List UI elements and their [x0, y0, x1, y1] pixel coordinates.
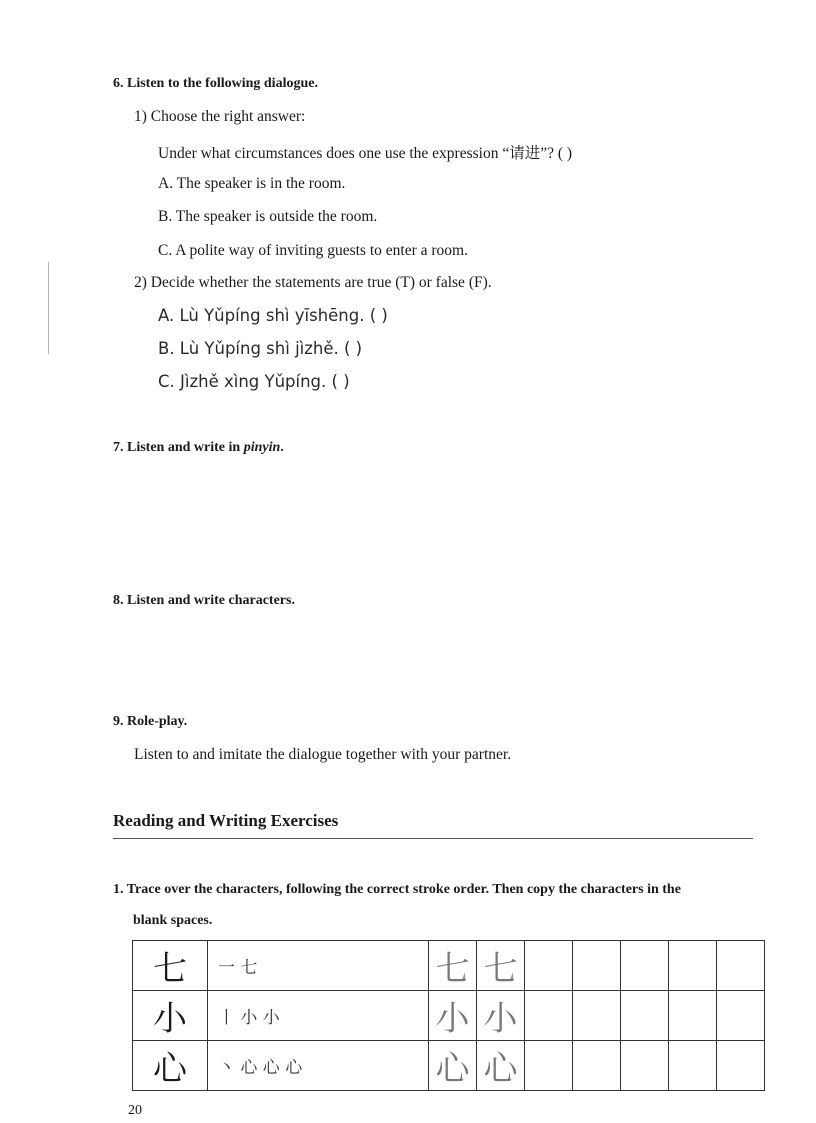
blank-copy-cell[interactable] [717, 991, 765, 1041]
stroke-order: 一 七 [208, 941, 429, 991]
blank-copy-cell[interactable] [573, 1041, 621, 1091]
q9-instruction: Listen to and imitate the dialogue together with your partner. [134, 746, 512, 763]
trace-character[interactable]: 七 [477, 941, 525, 991]
blank-copy-cell[interactable] [525, 1041, 573, 1091]
q6-statement-b: B. Lù Yǔpíng shì jìzhě. ( ) [158, 339, 363, 358]
margin-mark [48, 262, 49, 354]
q6-option-c: C. A polite way of inviting guests to enter a room. [158, 242, 468, 259]
blank-copy-cell[interactable] [669, 991, 717, 1041]
q6-heading: 6. Listen to the following dialogue. [113, 76, 318, 91]
blank-copy-cell[interactable] [621, 941, 669, 991]
trace-character[interactable]: 小 [477, 991, 525, 1041]
blank-copy-cell[interactable] [717, 1041, 765, 1091]
q9-heading: 9. Role-play. [113, 714, 188, 729]
q6-statement-a: A. Lù Yǔpíng shì yīshēng. ( ) [158, 306, 388, 325]
q6-option-a: A. The speaker is in the room. [158, 175, 346, 192]
practice-row [133, 1041, 765, 1091]
model-character: 小 [133, 991, 208, 1041]
blank-copy-cell[interactable] [573, 991, 621, 1041]
trace-character[interactable]: 小 [429, 991, 477, 1041]
page-number: 20 [128, 1103, 142, 1118]
rw1-instruction-line1: 1. Trace over the characters, following the correct stroke order. Then copy the characters in the [113, 882, 681, 897]
practice-row [133, 941, 765, 991]
blank-copy-cell[interactable] [621, 991, 669, 1041]
practice-row [133, 991, 765, 1041]
section-divider [113, 838, 753, 839]
blank-copy-cell[interactable] [669, 941, 717, 991]
trace-character[interactable]: 心 [477, 1041, 525, 1091]
q8-heading: 8. Listen and write characters. [113, 593, 295, 608]
blank-copy-cell[interactable] [573, 941, 621, 991]
q6-part1-question: Under what circumstances does one use the expression “请进”? ( ) [158, 145, 573, 162]
section-title: Reading and Writing Exercises [113, 811, 339, 830]
q6-option-b: B. The speaker is outside the room. [158, 208, 378, 225]
blank-copy-cell[interactable] [669, 1041, 717, 1091]
q6-part1-label: 1) Choose the right answer: [134, 108, 306, 125]
trace-character[interactable]: 七 [429, 941, 477, 991]
q7-heading: 7. Listen and write in pinyin. [113, 440, 284, 455]
model-character: 心 [133, 1041, 208, 1091]
rw1-instruction-line2: blank spaces. [133, 913, 213, 928]
q6-statement-c: C. Jìzhě xìng Yǔpíng. ( ) [158, 372, 350, 391]
model-character: 七 [133, 941, 208, 991]
stroke-order: 丶 心 心 心 [208, 1041, 429, 1091]
blank-copy-cell[interactable] [525, 941, 573, 991]
trace-character[interactable]: 心 [429, 1041, 477, 1091]
stroke-order: 丨 小 小 [208, 991, 429, 1041]
q6-part2-label: 2) Decide whether the statements are true (T) or false (F). [134, 274, 492, 291]
blank-copy-cell[interactable] [621, 1041, 669, 1091]
character-practice-grid [132, 940, 765, 1091]
blank-copy-cell[interactable] [717, 941, 765, 991]
blank-copy-cell[interactable] [525, 991, 573, 1041]
